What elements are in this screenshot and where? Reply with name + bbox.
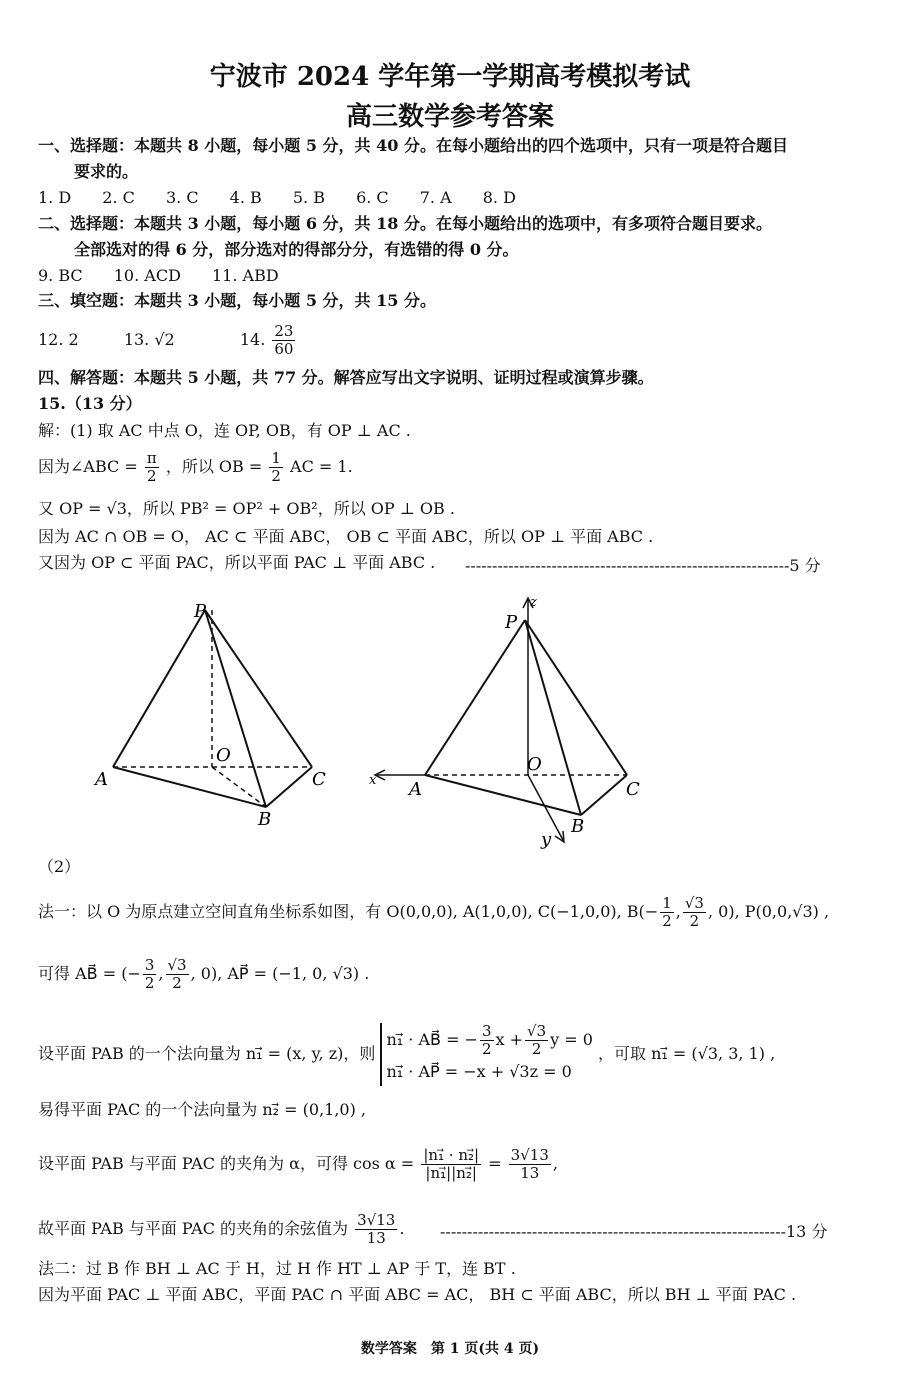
fig2-label-C: C bbox=[626, 779, 640, 800]
answer-14-fraction: $\frac{23}{60}$ bbox=[274, 322, 294, 358]
answer-8: 8. D bbox=[482, 188, 516, 207]
answer-3: 3. C bbox=[165, 188, 199, 207]
coordinate-figure bbox=[365, 590, 665, 850]
method2-line-1: 法二：过 B 作 BH ⊥ AC 于 H，过 H 作 HT ⊥ AP 于 T，连 BT . bbox=[38, 1259, 516, 1278]
fig1-label-P: P bbox=[194, 601, 207, 622]
answer-2: 2. C bbox=[102, 188, 135, 207]
answer-1: 1. D bbox=[38, 188, 72, 207]
score-13: ----------------------------------------------------------------13 分 bbox=[440, 1222, 828, 1241]
solution-line-5: 又因为 OP ⊂ 平面 PAC，所以平面 PAC ⊥ 平面 ABC . bbox=[38, 553, 436, 572]
method1-line-5: 设平面 PAB 与平面 PAC 的夹角为 α，可得 cos α = $\frac{\text{|n₁⃗ · n₂⃗|}}{\text{|n₁⃗||n₂⃗|}}$ = $\frac{3√13}{13}$ , bbox=[38, 1146, 558, 1182]
page-footer: 数学答案 第 1 页(共 4 页) bbox=[360, 1341, 540, 1357]
answer-5: 5. B bbox=[292, 188, 325, 207]
fig1-label-O: O bbox=[216, 745, 231, 766]
score-5: ------------------------------------------------------------5 分 bbox=[465, 556, 821, 575]
fig2-label-y: y bbox=[541, 829, 552, 850]
section4-heading: 四、解答题：本题共 5 小题，共 77 分。解答应写出文字说明、证明过程或演算步骤。 bbox=[38, 368, 654, 387]
solution-line-1: 解：(1) 取 AC 中点 O，连 OP, OB，有 OP ⊥ AC . bbox=[38, 421, 411, 440]
method1-line-3: 设平面 PAB 的一个法向量为 n₁⃗ = (x, y, z)，则 n₁⃗ · AB⃗ = − $\frac{3}{2}$ x + $\frac{√3}{2}$ y = 0 n₁⃗ · AP⃗ = −x + √3z = 0 ，可取 n₁⃗ = (√3, 3, 1) , bbox=[38, 1023, 775, 1086]
method2-line-2: 因为平面 PAC ⊥ 平面 ABC，平面 PAC ∩ 平面 ABC = AC， BH ⊂ 平面 ABC，所以 BH ⊥ 平面 PAC . bbox=[38, 1285, 797, 1304]
answer-14-label: 14. bbox=[239, 330, 266, 349]
equation-system: n₁⃗ · AB⃗ = − $\frac{3}{2}$ x + $\frac{√3}{2}$ y = 0 n₁⃗ · AP⃗ = −x + √3z = 0 bbox=[380, 1023, 592, 1086]
fig2-label-A: A bbox=[409, 779, 422, 800]
frac-pi-over-2: $\frac{\pi}{2}$ bbox=[146, 449, 157, 485]
section3-heading: 三、填空题：本题共 3 小题，每小题 5 分，共 15 分。 bbox=[38, 291, 436, 310]
answer-11: 11. ABD bbox=[212, 266, 279, 285]
section2-heading-cont: 全部选对的得 6 分，部分选对的得部分分，有选错的得 0 分。 bbox=[74, 240, 519, 259]
answer-13-label: 13. bbox=[123, 330, 150, 349]
method1-line-1: 法一：以 O 为原点建立空间直角坐标系如图，有 O(0,0,0), A(1,0,0), C(−1,0,0), B(− $\frac{1}{2}$ , $\frac{√3}{2}$ , 0), P(0,0,√3) , bbox=[38, 894, 830, 930]
question-15-label: 15.（13 分） bbox=[38, 394, 142, 413]
solution-line-2: 因为∠ABC = $\frac{\pi}{2}$ ，所以 OB = $\frac{1}{2}$ AC = 1. bbox=[38, 449, 353, 485]
fig2-label-B: B bbox=[571, 816, 585, 837]
answer-7: 7. A bbox=[419, 188, 452, 207]
answer-13-value: √2 bbox=[154, 330, 175, 349]
section2-answers bbox=[38, 266, 305, 286]
method1-line-4: 易得平面 PAC 的一个法向量为 n₂⃗ = (0,1,0) , bbox=[38, 1100, 367, 1119]
answer-4: 4. B bbox=[229, 188, 262, 207]
method1-line-6: 故平面 PAB 与平面 PAC 的夹角的余弦值为 $\frac{3√13}{13}$ . bbox=[38, 1211, 405, 1247]
fig1-label-B: B bbox=[258, 809, 272, 830]
fig1-label-A: A bbox=[95, 769, 108, 790]
solution-line-3: 又 OP = √3，所以 PB² = OP² + OB²，所以 OP ⊥ OB . bbox=[38, 499, 455, 518]
fig2-label-z: z bbox=[530, 595, 537, 610]
part2-label: （2） bbox=[38, 857, 81, 876]
section3-answers bbox=[38, 322, 297, 358]
answer-6: 6. C bbox=[356, 188, 389, 207]
tetrahedron-figure bbox=[90, 595, 350, 830]
section2-heading: 二、选择题：本题共 3 小题，每小题 6 分，共 18 分。在每小题给出的选项中，有多项符合题目要求。 bbox=[38, 214, 772, 233]
page-subtitle: 高三数学参考答案 bbox=[345, 102, 554, 132]
answer-12: 12. 2 bbox=[38, 330, 79, 349]
solution-line-4: 因为 AC ∩ OB = O， AC ⊂ 平面 ABC， OB ⊂ 平面 ABC，所以 OP ⊥ 平面 ABC . bbox=[38, 527, 654, 546]
section1-answers bbox=[38, 188, 542, 208]
answer-9: 9. BC bbox=[38, 266, 83, 285]
fig2-label-O: O bbox=[527, 754, 542, 775]
method1-line-2: 可得 AB⃗ = (− $\frac{3}{2}$ , $\frac{√3}{2}$ , 0), AP⃗ = (−1, 0, √3) . bbox=[38, 956, 370, 992]
section1-heading: 一、选择题：本题共 8 小题，每小题 5 分，共 40 分。在每小题给出的四个选项中，只有一项是符合题目 bbox=[38, 136, 788, 155]
fig1-label-C: C bbox=[312, 769, 326, 790]
section1-heading-cont: 要求的。 bbox=[74, 162, 139, 181]
fig2-label-x: x bbox=[369, 773, 377, 788]
frac-one-half: $\frac{1}{2}$ bbox=[271, 449, 281, 485]
page-title: 宁波市 2024 学年第一学期高考模拟考试 bbox=[209, 62, 691, 92]
fig2-label-P: P bbox=[505, 612, 518, 633]
answer-10: 10. ACD bbox=[113, 266, 181, 285]
